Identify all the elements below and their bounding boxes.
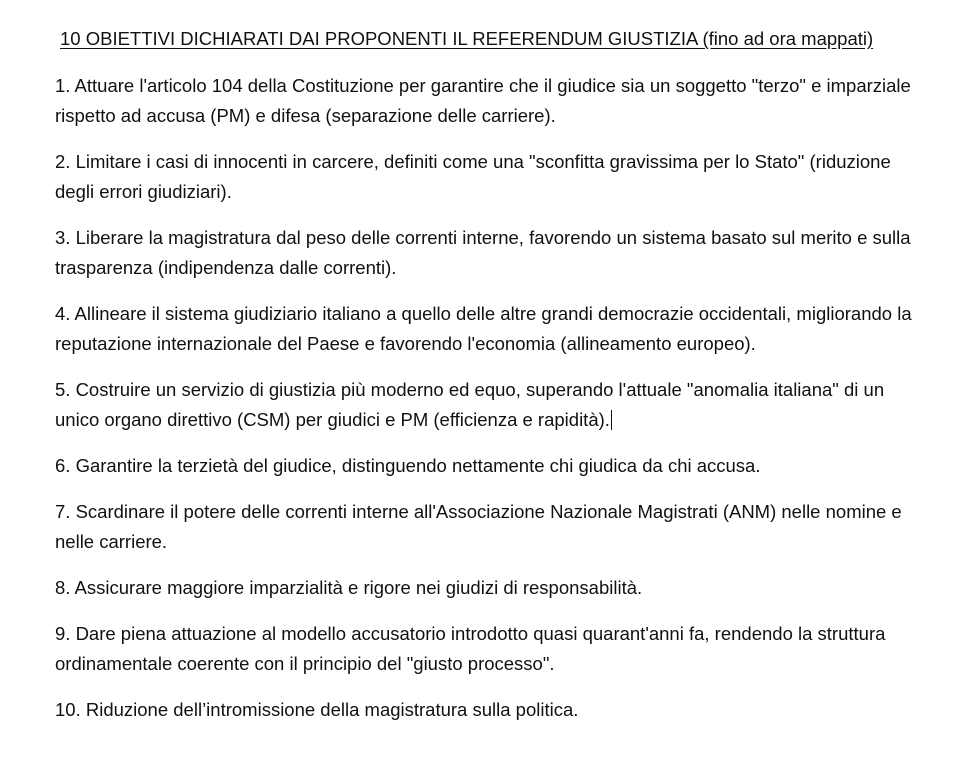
objective-item-7: 7. Scardinare il potere delle correnti interne all'Associazione Nazionale Magistrati (ANM) nelle nomine e nelle carriere. (55, 501, 902, 552)
objective-item-6: 6. Garantire la terzietà del giudice, distinguendo nettamente chi giudica da chi accusa. (55, 455, 761, 476)
objective-item-10: 10. Riduzione dell’intromissione della magistratura sulla politica. (55, 699, 579, 720)
objective-item-2: 2. Limitare i casi di innocenti in carcere, definiti come una "sconfitta gravissima per lo Stato" (riduzione degli errori giudiziari). (55, 151, 891, 202)
objective-item-9: 9. Dare piena attuazione al modello accusatorio introdotto quasi quarant'anni fa, rendendo la struttura ordinamentale coerente con il principio del "giusto processo". (55, 623, 886, 674)
objective-item-5 (55, 375, 925, 435)
objective-item-5-text: 5. Costruire un servizio di giustizia più moderno ed equo, superando l'attuale "anomalia italiana" di un unico organo direttivo (CSM) per giudici e PM (efficienza e rapidità). (55, 379, 885, 430)
text-cursor (611, 410, 612, 430)
objective-item-4: 4. Allineare il sistema giudiziario italiano a quello delle altre grandi democrazie occidentali, migliorando la reputazione internazionale del Paese e favorendo l'economia (allineamento europeo). (55, 303, 912, 354)
document-page (55, 26, 925, 725)
objective-item-3: 3. Liberare la magistratura dal peso delle correnti interne, favorendo un sistema basato sul merito e sulla trasparenza (indipendenza dalle correnti). (55, 227, 911, 278)
objective-item-8: 8. Assicurare maggiore imparzialità e rigore nei giudizi di responsabilità. (55, 577, 643, 598)
objectives-list (55, 71, 925, 725)
objective-item-1: 1. Attuare l'articolo 104 della Costituzione per garantire che il giudice sia un soggetto "terzo" e imparziale rispetto ad accusa (PM) e difesa (separazione delle carriere). (55, 75, 911, 126)
document-title: 10 OBIETTIVI DICHIARATI DAI PROPONENTI IL REFERENDUM GIUSTIZIA (fino ad ora mappati) (60, 28, 874, 49)
